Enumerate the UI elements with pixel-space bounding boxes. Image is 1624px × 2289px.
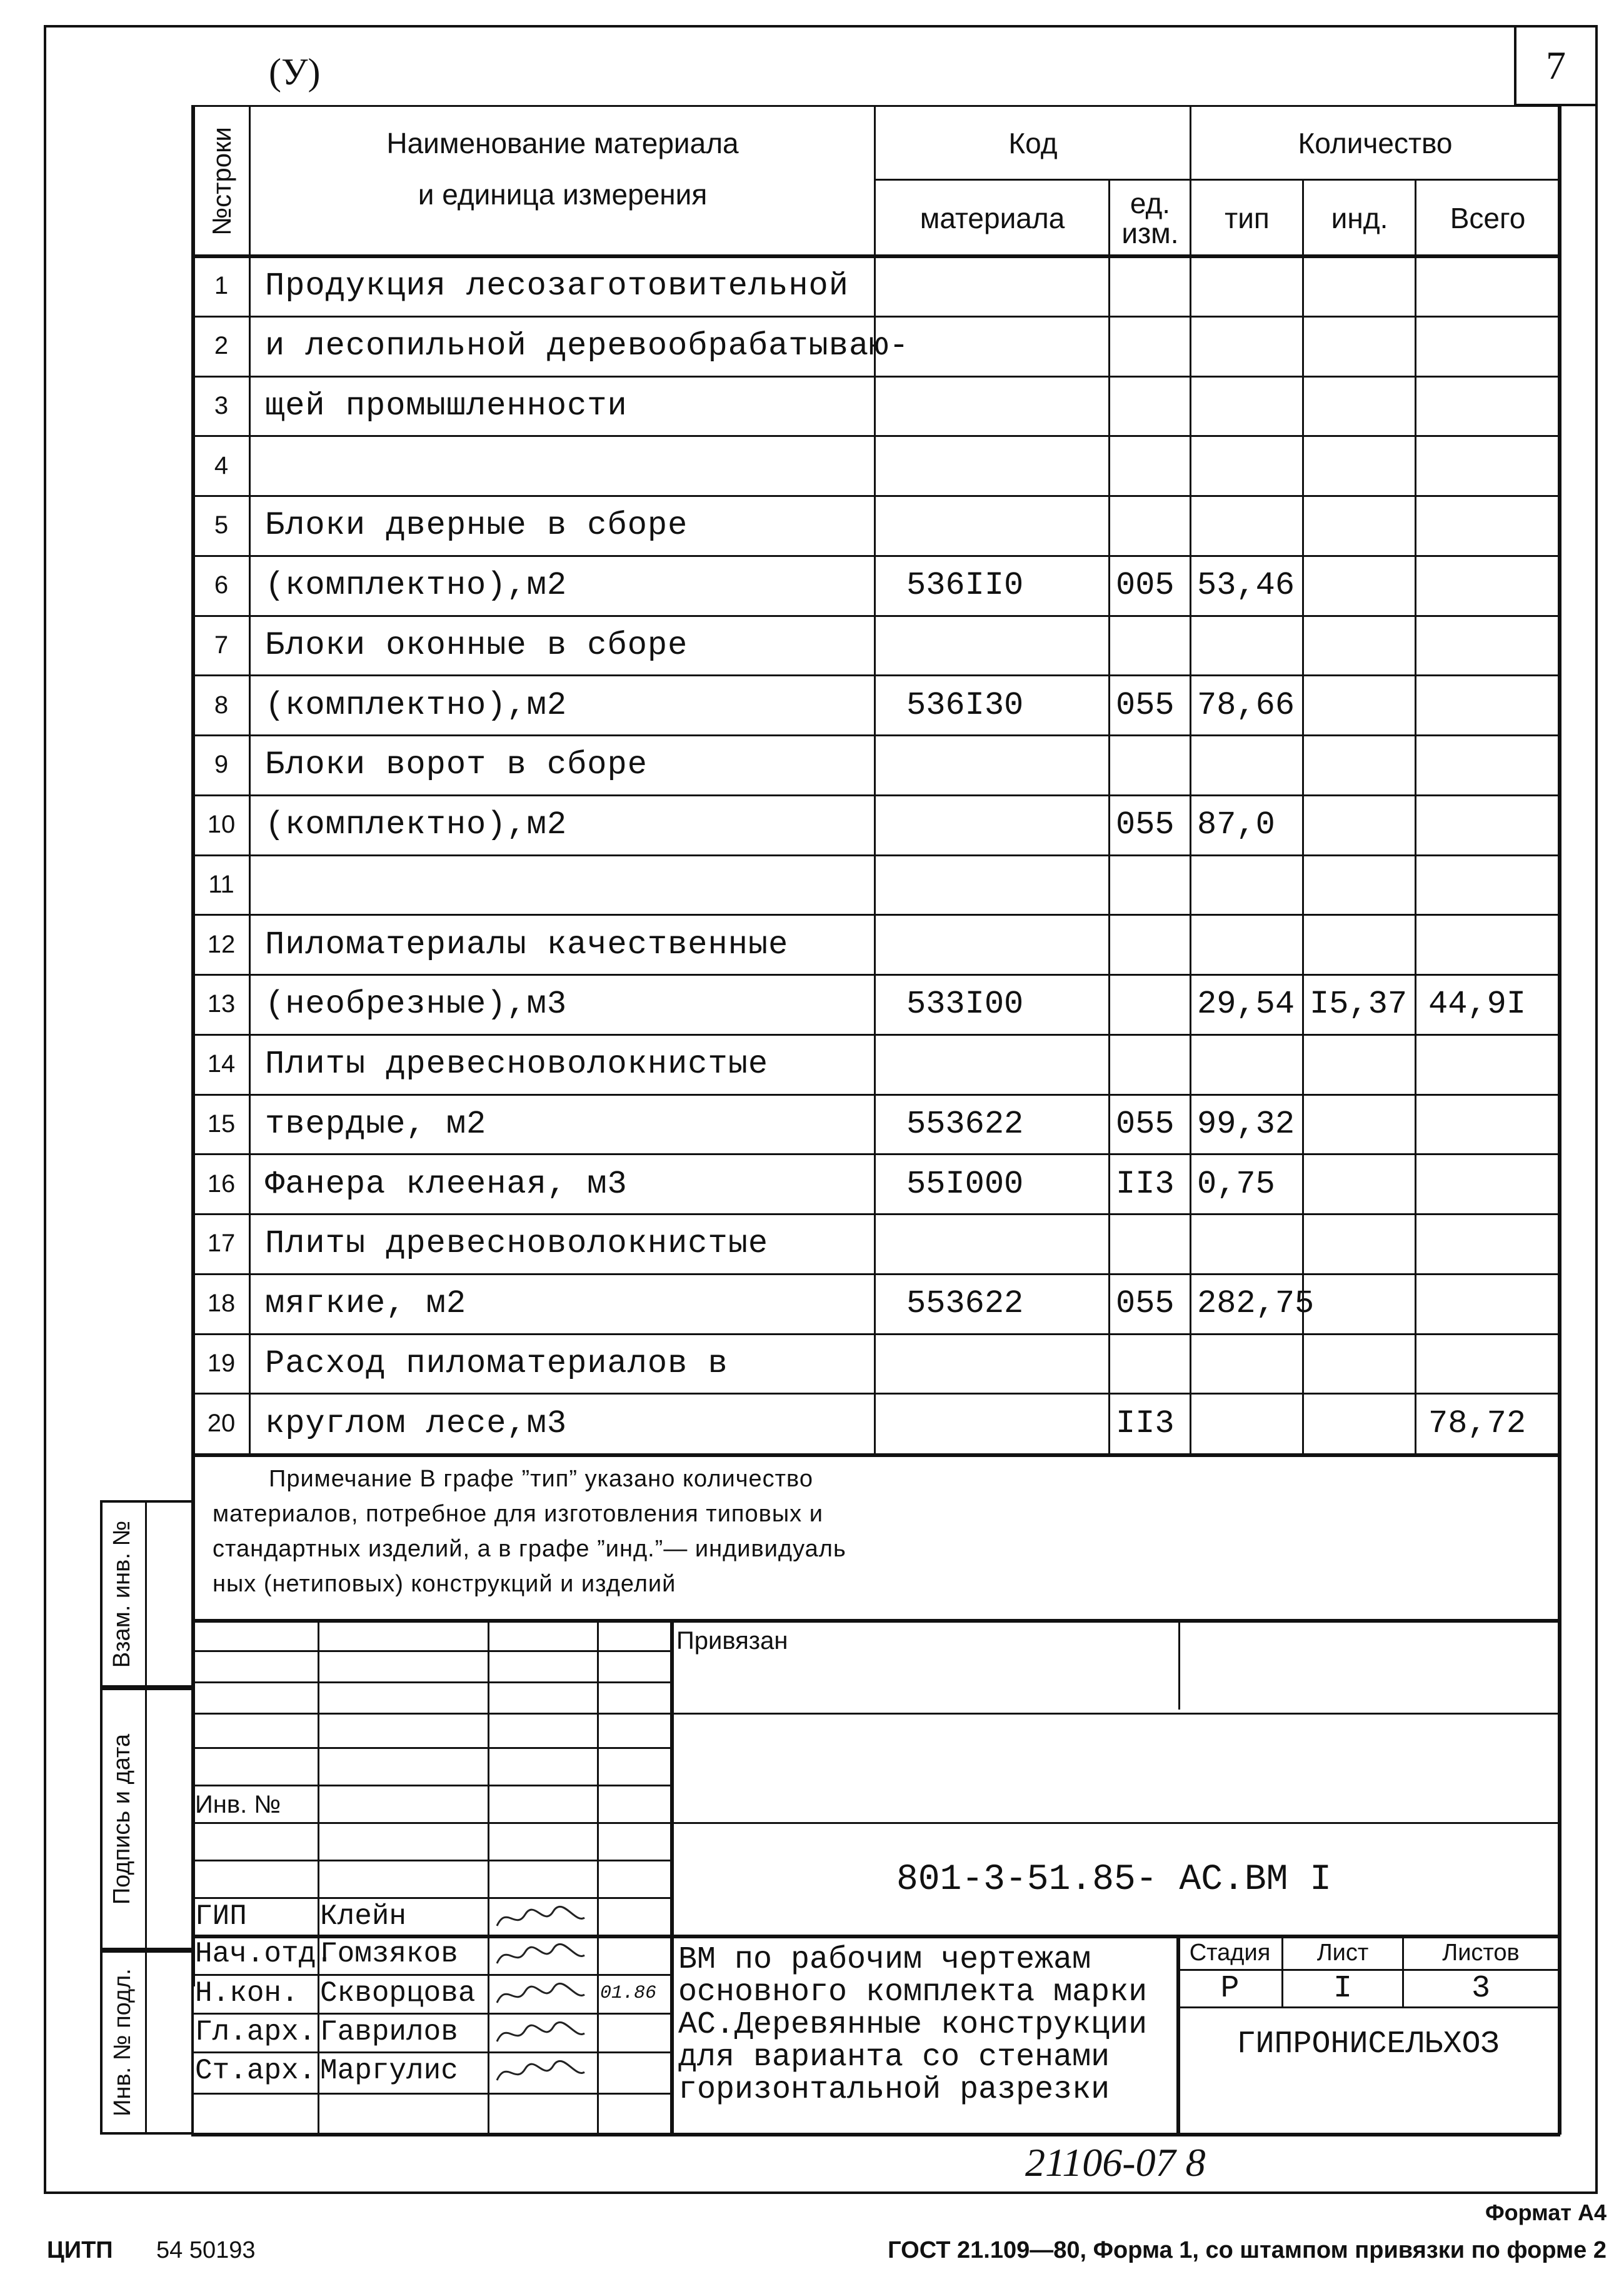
row-type (1191, 1393, 1303, 1453)
row-type (1191, 1334, 1303, 1394)
page-number: 7 (1546, 43, 1566, 88)
stamp-title-line-1: ВМ по рабочим чертежам (678, 1942, 1091, 1978)
stamp-row-c (191, 1713, 1560, 1715)
row-name: (комплектно),м2 (265, 567, 568, 604)
publisher-code: 54 50193 (156, 2236, 256, 2263)
row-number: 16 (207, 1170, 236, 1198)
row-ind (1303, 1034, 1416, 1094)
row-total (1416, 855, 1560, 915)
row-number: 8 (214, 691, 229, 719)
stamp-title-line-2: основного комплекта марки (678, 1975, 1148, 2010)
signer-date: 01.86 (600, 1983, 657, 2004)
row-total (1416, 675, 1560, 735)
row-type: 29,54 (1197, 986, 1295, 1023)
row-type: 78,66 (1197, 686, 1295, 724)
row-code (875, 616, 1110, 676)
row-code (875, 1214, 1110, 1274)
row-total (1416, 376, 1560, 436)
row-code (875, 316, 1110, 376)
row-ind (1303, 914, 1416, 974)
row-total (1416, 1154, 1560, 1214)
signature-scribble (494, 2056, 588, 2086)
row-name: Блоки оконные в сборе (265, 626, 688, 664)
row-code (875, 914, 1110, 974)
stamp-col-2 (488, 1619, 489, 2133)
side-label-podpis: Подпись и дата (109, 1733, 136, 1905)
row-divider (194, 1393, 1560, 1395)
sheet-value: I (1333, 1970, 1352, 2006)
row-unit (1110, 735, 1191, 795)
row-name: мягкие, м2 (265, 1285, 467, 1323)
row-ind (1303, 1094, 1416, 1155)
signature-scribble (494, 1940, 588, 1970)
stage-row-2 (1176, 2006, 1560, 2008)
row-number: 20 (207, 1409, 236, 1437)
row-number: 4 (214, 451, 229, 479)
col-rownum-label: №строки (207, 127, 237, 236)
row-divider (194, 854, 1560, 856)
row-type: 53,46 (1197, 567, 1295, 604)
row-divider (194, 435, 1560, 437)
row-unit (1110, 1034, 1191, 1094)
row-number: 15 (207, 1109, 236, 1138)
row-total (1416, 256, 1560, 316)
row-number: 11 (208, 870, 234, 898)
row-ind (1303, 256, 1416, 316)
format-label: Формат А4 (1485, 2200, 1606, 2225)
privyazan-label: Привязан (676, 1626, 788, 1655)
row-number: 13 (207, 990, 236, 1018)
stamp-row-f (191, 1822, 1560, 1824)
table-bottom-line (194, 1453, 1560, 1457)
row-code (875, 376, 1110, 436)
signer-name: Гаврилов (320, 2016, 458, 2048)
stamp-row-d (191, 1747, 670, 1749)
row-unit (1110, 616, 1191, 676)
row-type: 99,32 (1197, 1105, 1295, 1143)
row-divider (194, 376, 1560, 378)
signer-name: Маргулис (320, 2055, 458, 2087)
row-name (250, 855, 875, 915)
row-number: 1 (214, 272, 229, 300)
row-total: 78,72 (1428, 1405, 1526, 1442)
row-divider (194, 495, 1560, 497)
row-total (1416, 1094, 1560, 1155)
row-name: твердые, м2 (265, 1105, 487, 1143)
side-label-inv: Инв. № подл. (109, 1968, 136, 2116)
row-ind (1303, 1334, 1416, 1394)
col-material-header: материала (920, 202, 1065, 234)
sheets-label: Листов (1442, 1939, 1520, 1966)
row-ind (1303, 376, 1416, 436)
col-name-header (250, 113, 875, 225)
variant-label: (У) (269, 51, 321, 93)
signature-scribble (494, 1902, 588, 1932)
row-unit: 055 (1116, 806, 1175, 844)
row-ind (1303, 795, 1416, 855)
row-divider (194, 1034, 1560, 1036)
row-type (1191, 436, 1303, 496)
signer-date (600, 1935, 669, 1973)
signer-role: Гл.арх. (195, 2016, 316, 2048)
row-divider (194, 1153, 1560, 1155)
row-unit (1110, 496, 1191, 556)
row-unit (1110, 256, 1191, 316)
archive-number: 21106-07 8 (1025, 2140, 1206, 2185)
col-type-header: тип (1225, 202, 1270, 234)
stamp-title-line-4: для варианта со стенами (678, 2040, 1110, 2075)
signer-date (600, 2051, 669, 2090)
row-code (875, 1393, 1110, 1453)
row-type (1191, 616, 1303, 676)
row-divider (194, 974, 1560, 976)
row-number: 6 (214, 571, 229, 599)
row-unit (1110, 855, 1191, 915)
row-divider (194, 316, 1560, 318)
row-name (250, 436, 875, 496)
row-name: Продукция лесозаготовительной (265, 268, 849, 305)
row-number: 2 (214, 332, 229, 360)
organization-name: ГИПРОНИСЕЛЬХОЗ (1236, 2026, 1500, 2062)
row-total (1416, 1334, 1560, 1394)
row-ind: I5,37 (1310, 986, 1408, 1023)
stamp-row-e (191, 1785, 670, 1786)
row-code: 533I00 (906, 986, 1024, 1023)
col-quantity-header: Количество (1298, 127, 1453, 159)
row-code (875, 735, 1110, 795)
row-code (875, 496, 1110, 556)
row-number: 9 (214, 751, 229, 779)
stamp-row-g (191, 1860, 670, 1861)
row-name: и лесопильной деревообрабатываю- (265, 328, 910, 365)
row-code: 55I000 (906, 1165, 1024, 1203)
stamp-title (678, 1944, 1172, 2106)
note-line-2: материалов, потребное для изготовления типовых и (213, 1501, 823, 1527)
signer-role: Н.кон. (195, 1977, 299, 2010)
row-type (1191, 1214, 1303, 1274)
row-type (1191, 735, 1303, 795)
side-label-podpis-wrap (100, 1688, 145, 1950)
row-number: 3 (214, 391, 229, 419)
note-line-1: Примечание В графе ”тип” указано количество (269, 1466, 813, 1492)
signer-date (600, 1897, 669, 1936)
row-code (875, 436, 1110, 496)
inv-no-label: Инв. № (195, 1791, 281, 1818)
row-type (1191, 496, 1303, 556)
row-unit: 005 (1116, 567, 1175, 604)
row-ind (1303, 1154, 1416, 1214)
row-divider (194, 1273, 1560, 1275)
row-name: Пиломатериалы качественные (265, 926, 789, 963)
side-label-vzam: Взам. инв. № (109, 1520, 136, 1668)
stamp-right-line (1558, 1619, 1561, 2135)
row-ind (1303, 436, 1416, 496)
row-total (1416, 556, 1560, 616)
stage-value: Р (1220, 1970, 1240, 2006)
row-ind (1303, 1214, 1416, 1274)
col-unit-line1: ед. (1130, 187, 1171, 219)
stage-label: Стадия (1189, 1939, 1271, 1966)
note-line-4: ных (нетиповых) конструкций и изделий (213, 1571, 676, 1597)
gost-reference: ГОСТ 21.109—80, Форма 1, со штампом привязки по форме 2 (888, 2236, 1606, 2263)
row-total (1416, 914, 1560, 974)
stamp-col-3 (597, 1619, 599, 2133)
row-code (875, 1034, 1110, 1094)
row-total (1416, 1214, 1560, 1274)
row-number: 18 (207, 1290, 236, 1318)
row-total (1416, 1274, 1560, 1334)
col-total-header: Всего (1450, 202, 1526, 234)
row-code: 536II0 (906, 567, 1024, 604)
row-divider (194, 734, 1560, 736)
row-divider (194, 914, 1560, 916)
stamp-col-1 (318, 1619, 319, 2133)
stamp-row-b (191, 1681, 670, 1683)
row-name: Фанера клееная, м3 (265, 1165, 628, 1203)
sheets-value: 3 (1471, 1970, 1490, 2006)
row-number: 17 (207, 1230, 236, 1258)
col-code-header: Код (1008, 127, 1058, 159)
row-code: 553622 (906, 1285, 1024, 1323)
row-divider (194, 1094, 1560, 1096)
row-unit (1110, 1214, 1191, 1274)
row-type (1191, 1034, 1303, 1094)
row-unit (1110, 376, 1191, 436)
row-unit (1110, 436, 1191, 496)
row-divider (194, 794, 1560, 796)
row-name: (необрезные),м3 (265, 986, 568, 1023)
row-name: Блоки дверные в сборе (265, 507, 688, 544)
sheet-label: Лист (1316, 1939, 1369, 1966)
signer-date (600, 2013, 669, 2051)
row-ind (1303, 675, 1416, 735)
stamp-title-line-5: горизонтальной разрезки (678, 2072, 1110, 2108)
row-code (875, 855, 1110, 915)
row-code: 536I30 (906, 686, 1024, 724)
row-name: круглом лесе,м3 (265, 1405, 568, 1442)
col-unit-line2: изм. (1121, 217, 1179, 249)
row-type (1191, 316, 1303, 376)
stamp-row-m (191, 2093, 670, 2095)
row-unit: II3 (1116, 1405, 1175, 1442)
row-unit (1110, 1334, 1191, 1394)
row-unit: 055 (1116, 1105, 1175, 1143)
row-name: Плиты древесноволокнистые (265, 1225, 769, 1263)
row-number: 7 (214, 631, 229, 659)
stamp-row-a (191, 1650, 670, 1652)
row-name: щей промышленности (265, 387, 628, 424)
row-number: 19 (207, 1349, 236, 1377)
row-total (1416, 1034, 1560, 1094)
row-name: Расход пиломатериалов в (265, 1345, 728, 1382)
signer-role: Ст.арх. (195, 2055, 316, 2087)
signer-name: Клейн (320, 1900, 407, 1933)
row-total (1416, 436, 1560, 496)
signer-name: Гомзяков (320, 1938, 458, 1970)
row-unit: 055 (1116, 1285, 1175, 1323)
row-divider (194, 555, 1560, 557)
row-total (1416, 316, 1560, 376)
row-type: 282,75 (1197, 1285, 1315, 1323)
col-name-line2: и единица измерения (418, 178, 708, 211)
row-unit (1110, 316, 1191, 376)
row-number: 10 (207, 811, 236, 839)
row-divider (194, 615, 1560, 617)
row-ind (1303, 556, 1416, 616)
row-number: 12 (207, 930, 236, 958)
side-inner-line-1 (145, 1500, 147, 2135)
row-ind (1303, 735, 1416, 795)
row-code (875, 256, 1110, 316)
col-ind-header: инд. (1331, 202, 1388, 234)
row-divider (194, 674, 1560, 676)
row-divider (194, 1333, 1560, 1335)
row-unit (1110, 974, 1191, 1034)
row-total: 44,9I (1428, 986, 1526, 1023)
side-label-inv-wrap (100, 1950, 145, 2135)
col-name-line1: Наименование материала (386, 127, 739, 159)
row-total (1416, 616, 1560, 676)
col-rownum (194, 106, 250, 256)
row-ind (1303, 1393, 1416, 1453)
row-code (875, 1334, 1110, 1394)
document-code: 801-3-51.85- АС.ВМ I (896, 1860, 1332, 1900)
row-divider (194, 1213, 1560, 1215)
signature-scribble (494, 2018, 588, 2048)
row-unit: II3 (1116, 1165, 1175, 1203)
row-name: Плиты древесноволокнистые (265, 1046, 769, 1083)
note-block (213, 1461, 1525, 1624)
signer-name: Скворцова (320, 1977, 476, 2010)
row-ind (1303, 616, 1416, 676)
row-total (1416, 496, 1560, 556)
col-unit-header (1110, 180, 1191, 256)
row-ind (1303, 855, 1416, 915)
row-ind (1303, 1274, 1416, 1334)
row-name: (комплектно),м2 (265, 806, 568, 844)
stamp-bottom-line (191, 2133, 1560, 2136)
row-name: (комплектно),м2 (265, 686, 568, 724)
stamp-title-line-3: АС.Деревянные конструкции (678, 2007, 1148, 2043)
publisher: ЦИТП (47, 2236, 113, 2263)
row-total (1416, 795, 1560, 855)
side-label-vzam-wrap (100, 1500, 145, 1688)
row-number: 5 (214, 511, 229, 539)
row-type: 87,0 (1197, 806, 1275, 844)
signer-role: ГИП (195, 1900, 247, 1933)
stamp-col-5 (1178, 1619, 1180, 1710)
row-unit (1110, 914, 1191, 974)
row-ind (1303, 316, 1416, 376)
row-unit: 055 (1116, 686, 1175, 724)
row-number: 14 (207, 1050, 236, 1078)
row-name: Блоки ворот в сборе (265, 746, 648, 784)
row-total (1416, 735, 1560, 795)
row-type (1191, 855, 1303, 915)
table-top-line (194, 105, 1560, 107)
row-type (1191, 376, 1303, 436)
row-type (1191, 256, 1303, 316)
row-type: 0,75 (1197, 1165, 1275, 1203)
row-type (1191, 914, 1303, 974)
row-ind (1303, 496, 1416, 556)
row-code (875, 795, 1110, 855)
signer-role: Нач.отд. (195, 1938, 333, 1970)
row-code: 553622 (906, 1105, 1024, 1143)
header-sub-line (875, 179, 1560, 181)
note-line-3: стандартных изделий, а в графе ”инд.”— индивидуаль (213, 1536, 846, 1562)
signature-scribble (494, 1979, 588, 2009)
